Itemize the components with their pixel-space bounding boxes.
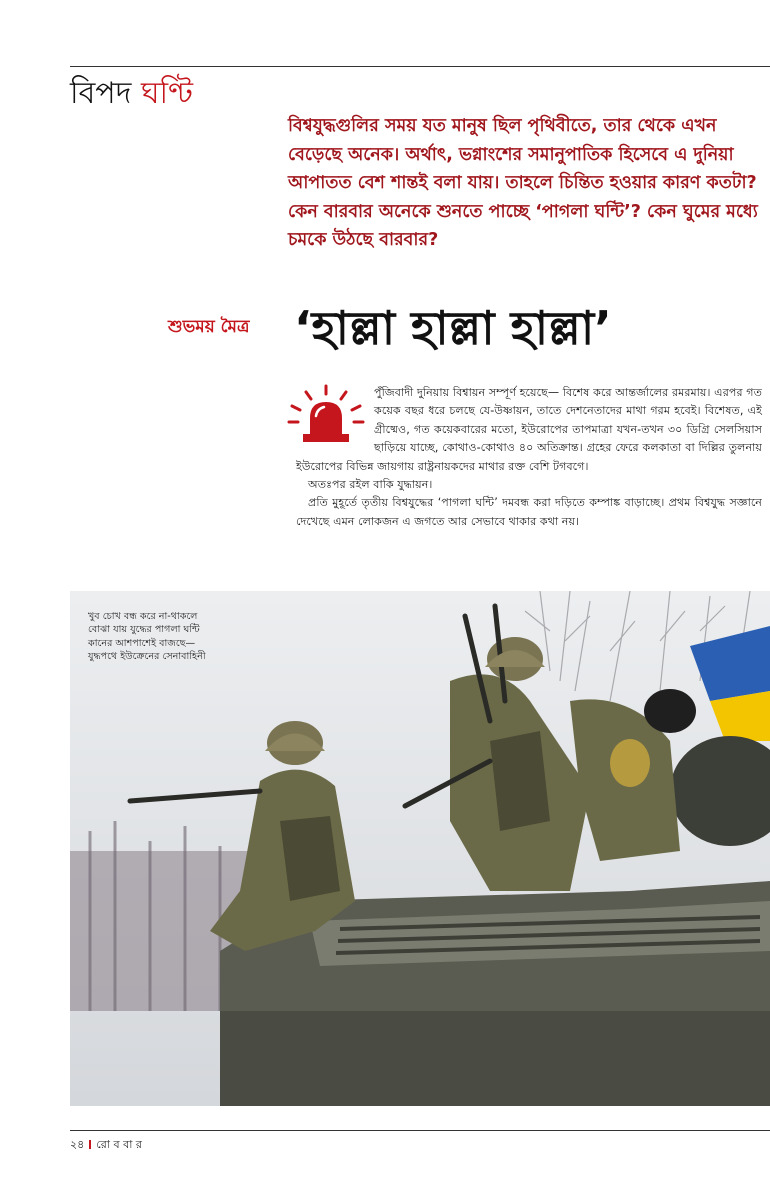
soldiers-photo — [70, 591, 770, 1106]
magazine-name: রো ব বা র — [96, 1138, 142, 1151]
section-tag-word2: ঘণ্টি — [140, 76, 193, 111]
article-body — [296, 384, 762, 531]
photo-caption: খুব চোখ বন্ধ করে না-থাকলে বোঝা যায় যুদ্ধের পাগলা ঘন্টি কানের আশপাশেই বাজছে— যুদ্ধপথে ইউক্রেনের সেনাবাহিনী — [88, 611, 206, 663]
byline: শুভময় মৈত্র — [168, 317, 250, 337]
page-number: ২৪ — [70, 1138, 85, 1151]
paragraph-3: প্রতি মুহূর্তে তৃতীয় বিশ্বযুদ্ধের ‘পাগলা ঘন্টি’ দমবন্ধ করা দড়িতে কম্পাঙ্ক বাড়াচ্ছে। প্রথম বিশ্বযুদ্ধ সজ্ঞানে দেখেছে এমন লোকজন এ জগতে আর সেভাবে থাকার কথা নয়। — [296, 496, 762, 528]
paragraph-1: পুঁজিবাদী দুনিয়ায় বিশ্বায়ন সম্পূর্ণ হয়েছে— বিশেষ করে আন্তর্জালের রমরমায়। এরপর গত কয়েক বছর ধরে চলছে যে-উষ্ণায়ন, তাতে দেশনেতাদের মাথা গরম হবেই। বিশেষত, এই গ্রীষ্মেও, গত কয়েকবারের মতো, ইউরোপের তাপমাত্রা যখন-তখন ৩০ ডিগ্রি সেলসিয়াস ছাড়িয়ে যাচ্ছে, কোথাও-কোথাও ৪০ অতিক্রান্ত। গ্রহের ফেরে কলকাতা বা দিল্লির তুলনায় ইউরোপের বিভিন্ন জায়গায় রাষ্ট্রনায়কদের মাথার রক্ত বেশি টগবগে। — [296, 386, 762, 473]
standfirst: বিশ্বযুদ্ধগুলির সময় যত মানুষ ছিল পৃথিবীতে, তার থেকে এখন বেড়েছে অনেক। অর্থাৎ, ভগ্নাংশের সমানুপাতিক হিসেবে এ দুনিয়া আপাতত বেশ শান্তই বলা যায়। তাহলে চিন্তিত হওয়ার কারণ কতটা? কেন বারবার অনেকে শুনতে পাচ্ছে ‘পাগলা ঘন্টি’? কেন ঘুমের মধ্যে চমকে উঠছে বারবার? — [288, 116, 758, 250]
section-tag — [70, 76, 193, 112]
footer-separator — [89, 1140, 91, 1149]
photo-illustration — [70, 591, 770, 1106]
top-rule — [70, 66, 770, 67]
bottom-rule — [70, 1130, 770, 1131]
section-tag-word1: বিপদ — [70, 76, 132, 111]
headline: ‘হাল্লা হাল্লা হাল্লা’ — [294, 301, 612, 355]
page-footer — [70, 1136, 142, 1155]
paragraph-2: অতঃপর রইল বাকি যুদ্ধায়ন। — [308, 478, 433, 492]
